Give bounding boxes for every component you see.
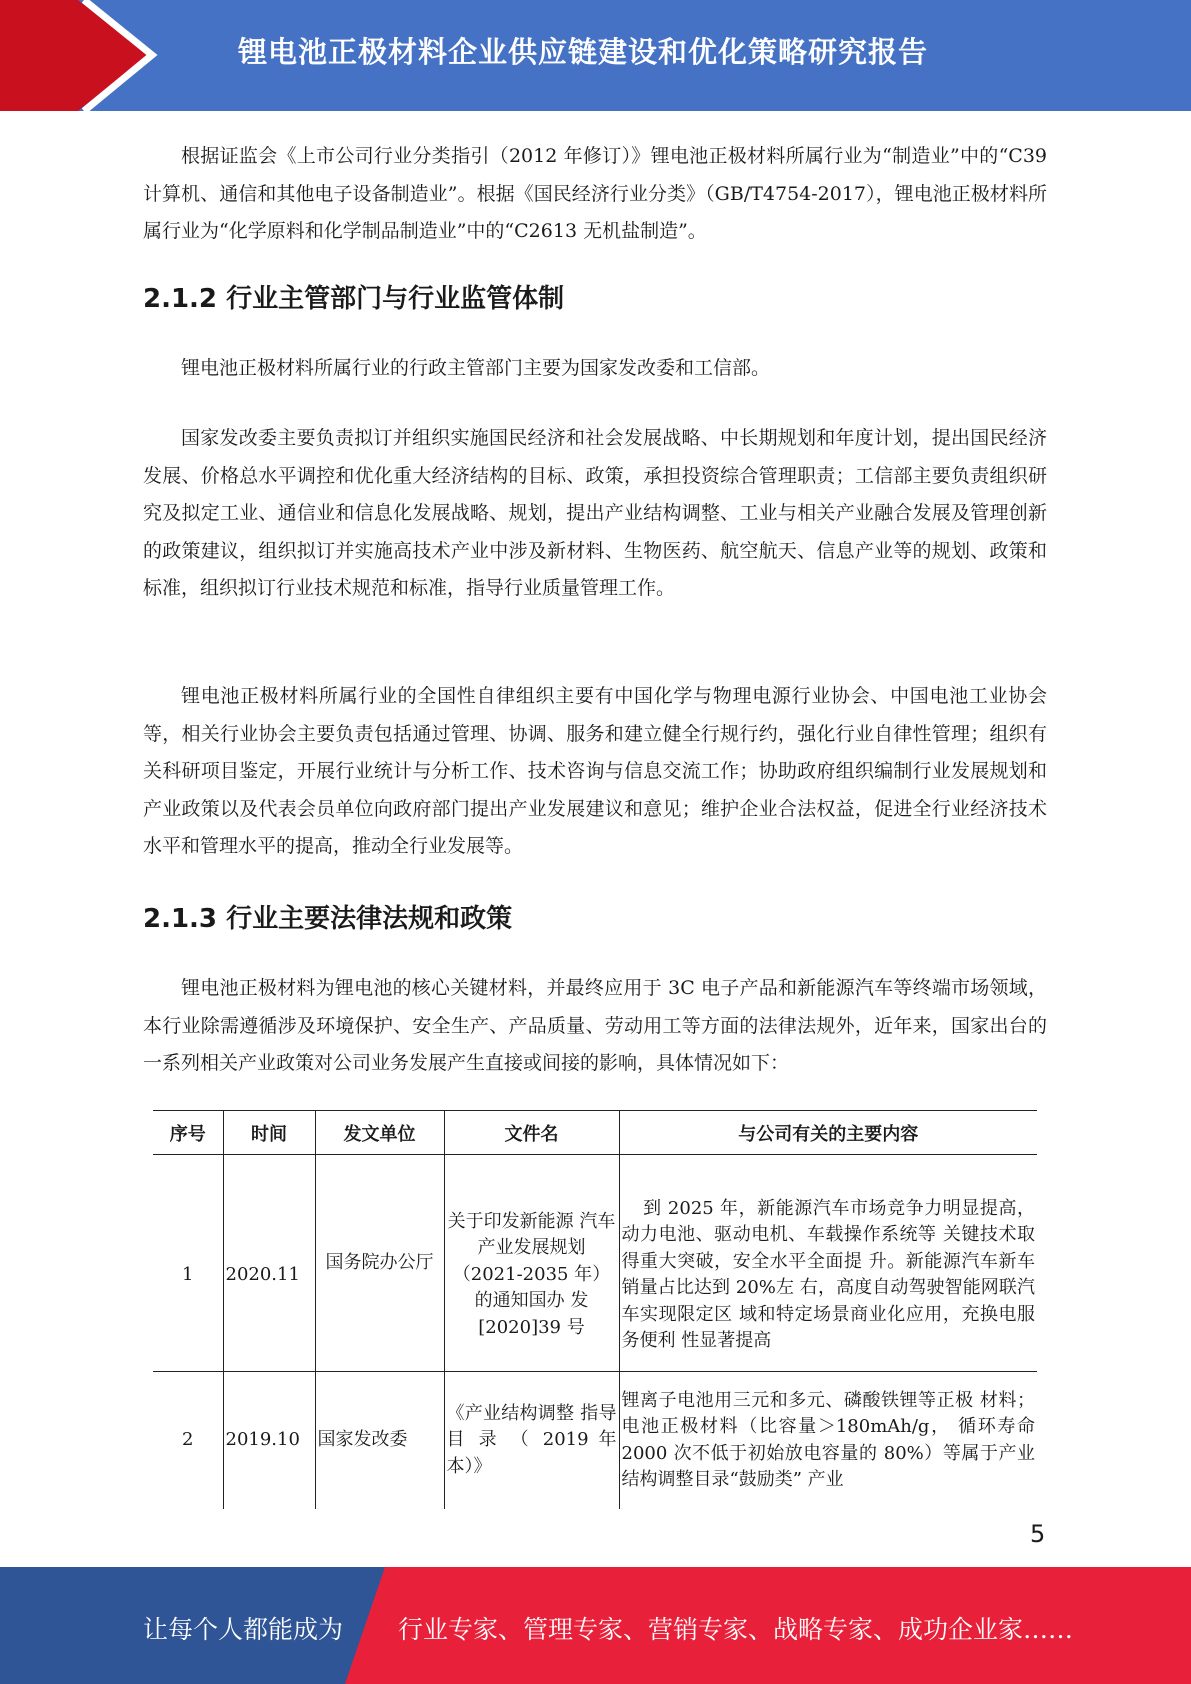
- paragraph-industry-classification: 根据证监会《上市公司行业分类指引（2012 年修订）》锂电池正极材料所属行业为“制造业”中的“C39 计算机、通信和其他电子设备制造业”。根据《国民经济行业分类》（GB/T4754-2017），锂电池正极材料所属行业为“化学原料和化学制品制造业”中的“C2613 无机盐制造”。: [143, 145, 1047, 242]
- cell-issuer: 国务院办公厅: [315, 1155, 444, 1372]
- section-title-2-1-3: 2.1.3 行业主要法律法规和政策: [143, 904, 513, 934]
- table-row: [153, 1372, 1037, 1510]
- header-arrow-red: [0, 0, 148, 111]
- cell-content: 锂离子电池用三元和多元、磷酸铁锂等正极 材料；电池正极材料（比容量＞180mAh/g， 循环寿命 2000 次不低于初始放电容量的 80%）等属于产业结构调整目录“鼓励类” 产业: [619, 1372, 1037, 1510]
- column-header-date: 时间: [223, 1111, 315, 1155]
- report-title: 锂电池正极材料企业供应链建设和优化策略研究报告: [238, 35, 929, 69]
- cell-no: 1: [153, 1155, 223, 1372]
- page-number: 5: [1030, 1520, 1046, 1548]
- cell-content: 到 2025 年，新能源汽车市场竞争力明显提高，动力电池、驱动电机、车载操作系统等 关键技术取得重大突破，安全水平全面提 升。新能源汽车新车销量占比达到 20%左 右，高度自动驾驶智能网联汽车实现限定区 域和特定场景商业化应用，充换电服务便利 性显著提高: [619, 1155, 1037, 1372]
- table-row: [153, 1155, 1037, 1372]
- paragraph-laws-policies-intro: 锂电池正极材料为锂电池的核心关键材料，并最终应用于 3C 电子产品和新能源汽车等终端市场领域，本行业除需遵循涉及环境保护、安全生产、产品质量、劳动用工等方面的法律法规外，近年来，国家出台的一系列相关产业政策对公司业务发展产生直接或间接的影响，具体情况如下：: [143, 977, 1047, 1074]
- cell-date: 2020.11: [223, 1155, 315, 1372]
- table-header-row: [153, 1111, 1037, 1155]
- column-header-no: 序号: [153, 1111, 223, 1155]
- column-header-document: 文件名: [444, 1111, 619, 1155]
- report-footer: [0, 1567, 1191, 1684]
- column-header-issuer: 发文单位: [315, 1111, 444, 1155]
- column-header-content: 与公司有关的主要内容: [619, 1111, 1037, 1155]
- paragraph-competent-authorities: 锂电池正极材料所属行业的行政主管部门主要为国家发改委和工信部。: [181, 357, 771, 379]
- footer-slogan-right: 行业专家、管理专家、营销专家、战略专家、成功企业家……: [398, 1615, 1074, 1644]
- paragraph-ndrc-miit-duties: 国家发改委主要负责拟订并组织实施国民经济和社会发展战略、中长期规划和年度计划，提出国民经济发展、价格总水平调控和优化重大经济结构的目标、政策，承担投资综合管理职责；工信部主要负责组织研究及拟定工业、通信业和信息化发展战略、规划，提出产业结构调整、工业与相关产业融合发展及管理创新的政策建议，组织拟订并实施高技术产业中涉及新材料、生物医药、航空航天、信息产业等的规划、政策和标准，组织拟订行业技术规范和标准，指导行业质量管理工作。: [143, 427, 1047, 599]
- cell-date: 2019.10: [223, 1372, 315, 1510]
- cell-document: 《产业结构调整 指导 目 录 （ 2019 年本）》: [444, 1372, 619, 1510]
- cell-no: 2: [182, 1429, 194, 1451]
- cell-issuer: 国家发改委: [315, 1372, 444, 1510]
- section-title-2-1-2: 2.1.2 行业主管部门与行业监管体制: [143, 284, 565, 314]
- paragraph-industry-associations: 锂电池正极材料所属行业的全国性自律组织主要有中国化学与物理电源行业协会、中国电池工业协会等，相关行业协会主要负责包括通过管理、协调、服务和建立健全行规行约，强化行业自律性管理；组织有关科研项目鉴定，开展行业统计与分析工作、技术咨询与信息交流工作；协助政府组织编制行业发展规划和产业政策以及代表会员单位向政府部门提出产业发展建议和意见；维护企业合法权益，促进全行业经济技术水平和管理水平的提高，推动全行业发展等。: [143, 685, 1047, 857]
- header-arrow-graphic: [0, 0, 160, 111]
- report-header: [0, 0, 1191, 111]
- policy-table: [153, 1110, 1037, 1509]
- footer-slogan-left: 让每个人都能成为: [143, 1615, 344, 1644]
- cell-document: 关于印发新能源 汽车产业发展规划（2021-2035 年）的通知国办 发[2020]39 号: [444, 1155, 619, 1372]
